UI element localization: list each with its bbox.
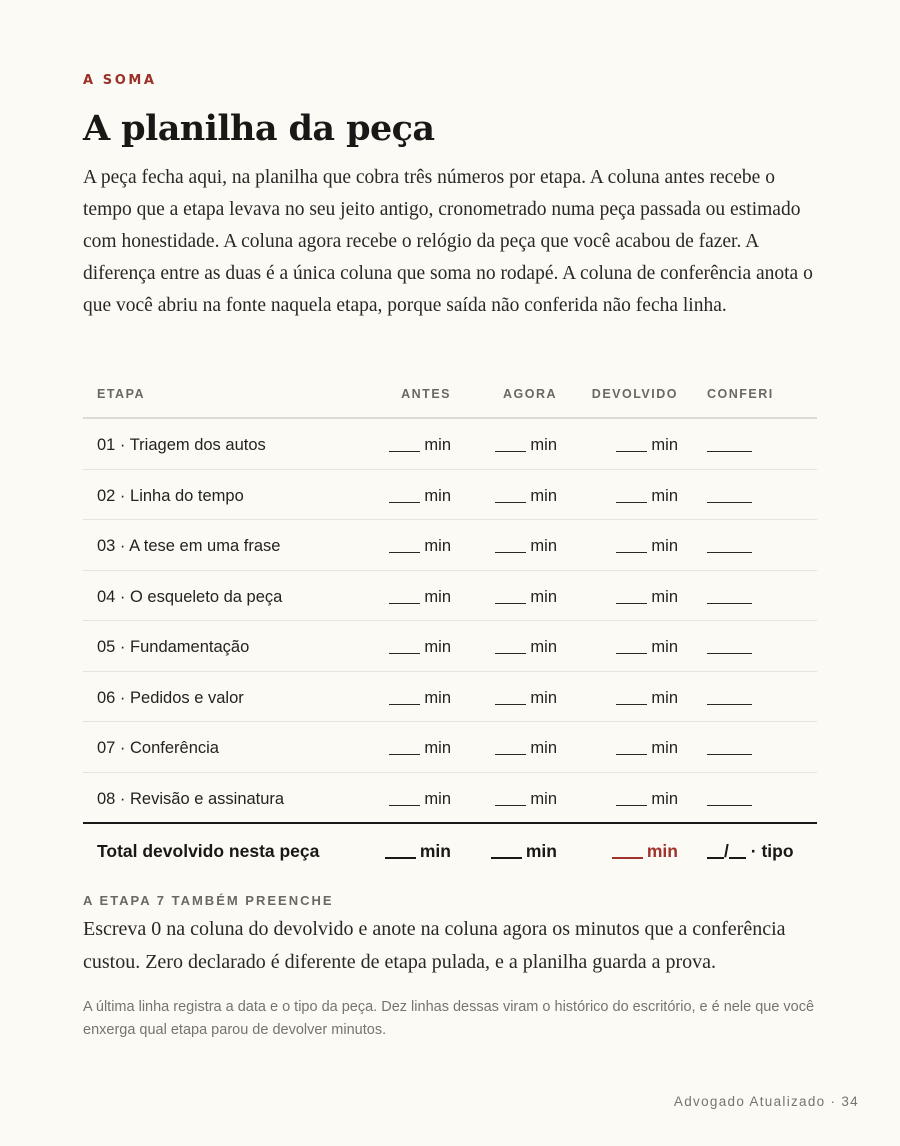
devolvido-field: [616, 487, 678, 506]
antes-field-unit: min: [424, 436, 451, 454]
step-label: 08 · Revisão e assinatura: [97, 789, 285, 808]
conferi-blank: [707, 652, 752, 654]
table-header: [83, 377, 817, 419]
antes-field-blank: [389, 602, 420, 604]
agora-field-unit: min: [530, 436, 557, 454]
agora-field-blank: [495, 652, 526, 654]
agora-field-blank: [495, 753, 526, 755]
devolvido-field-unit: min: [651, 587, 678, 606]
devolvido-field: [616, 436, 678, 455]
devolvido-field-blank: [616, 703, 647, 705]
page-title: A planilha da peça: [83, 108, 435, 149]
antes-field-blank: [389, 551, 420, 553]
agora-field-unit: min: [530, 537, 557, 555]
step-label: 04 · O esqueleto da peça: [97, 587, 283, 606]
devolvido-field-unit: min: [651, 739, 678, 757]
antes-field: [389, 790, 451, 809]
agora-field-unit: min: [530, 638, 557, 656]
table-row: [83, 520, 817, 571]
total-row: [83, 822, 817, 878]
antes-field-unit: min: [424, 638, 451, 656]
conferi-blank: [707, 753, 752, 755]
total-agora-blank: [491, 856, 522, 859]
agora-field: [495, 588, 557, 607]
col-header-agora: AGORA: [502, 387, 557, 401]
col-header-devolvido: DEVOLVIDO: [591, 387, 678, 401]
agora-field: [495, 689, 557, 708]
conferi-blank: [707, 703, 752, 705]
antes-field-unit: min: [424, 587, 451, 606]
total-agora-unit: min: [525, 841, 557, 861]
antes-field: [389, 739, 451, 758]
antes-field-unit: min: [424, 688, 451, 707]
devolvido-field-unit: min: [651, 436, 678, 454]
agora-field: [495, 790, 557, 809]
total-antes-unit: min: [419, 841, 451, 861]
conferi-field: [707, 436, 752, 455]
total-type-label: · tipo: [750, 841, 794, 861]
total-agora: [491, 841, 557, 862]
devolvido-field-blank: [616, 753, 647, 755]
conferi-blank: [707, 450, 752, 452]
conferi-blank: [707, 804, 752, 806]
agora-field-blank: [495, 501, 526, 503]
table-row: [83, 470, 817, 521]
step7-kicker: A ETAPA 7 TAMBÉM PREENCHE: [83, 893, 334, 908]
conferi-blank: [707, 602, 752, 604]
agora-field-blank: [495, 450, 526, 452]
devolvido-field-blank: [616, 450, 647, 452]
agora-field-blank: [495, 703, 526, 705]
agora-field: [495, 638, 557, 657]
conferi-field: [707, 638, 752, 657]
agora-field-unit: min: [530, 688, 557, 707]
antes-field-blank: [389, 804, 420, 806]
devolvido-field-blank: [616, 652, 647, 654]
table-row: [83, 419, 817, 470]
devolvido-field: [616, 638, 678, 657]
devolvido-field: [616, 739, 678, 758]
step7-body: Escreva 0 na coluna do devolvido e anote na coluna agora os minutos que a conferência custou. Zero declarado é diferente de etapa pulada, e a planilha guarda a prova.: [83, 918, 786, 973]
devolvido-field-unit: min: [651, 789, 678, 808]
agora-field: [495, 537, 557, 556]
antes-field-blank: [389, 652, 420, 654]
antes-field: [389, 588, 451, 607]
devolvido-field-blank: [616, 804, 647, 806]
total-label: Total devolvido nesta peça: [97, 841, 320, 861]
total-devolvido-blank: [612, 856, 643, 859]
step-label: 06 · Pedidos e valor: [97, 688, 244, 707]
total-devolvido: [612, 841, 678, 862]
antes-field-blank: [389, 501, 420, 503]
conferi-field: [707, 739, 752, 758]
conferi-blank: [707, 501, 752, 503]
devolvido-field-unit: min: [651, 638, 678, 656]
total-date-type: / · tipo: [707, 841, 794, 862]
agora-field-blank: [495, 602, 526, 604]
agora-field-blank: [495, 551, 526, 553]
table-row: [83, 621, 817, 672]
agora-field-unit: min: [530, 789, 557, 808]
devolvido-field: [616, 537, 678, 556]
intro-paragraph: A peça fecha aqui, na planilha que cobra três números por etapa. A coluna antes recebe o tempo que a etapa levava no seu jeito antigo, cronometrado numa peça passada ou estimado com honestidade. A coluna agora recebe o relógio da peça que você acabou de fazer. A diferença entre as duas é a única coluna que soma no rodapé. A coluna de conferência anota o que você abriu na fonte naquela etapa, porque saída não conferida não fecha linha.: [83, 167, 813, 316]
devolvido-field-blank: [616, 501, 647, 503]
conferi-field: [707, 487, 752, 506]
antes-field: [389, 537, 451, 556]
col-header-etapa: ETAPA: [97, 387, 146, 401]
col-header-antes: ANTES: [401, 387, 451, 401]
conferi-field: [707, 537, 752, 556]
col-header-conferi: CONFERI: [707, 387, 774, 401]
devolvido-field-blank: [616, 602, 647, 604]
step-label: 02 · Linha do tempo: [97, 486, 244, 505]
conferi-field: [707, 790, 752, 809]
antes-field-blank: [389, 703, 420, 705]
time-worksheet-table: [83, 377, 817, 878]
step-label: 07 · Conferência: [97, 739, 219, 757]
antes-field-unit: min: [424, 537, 451, 555]
devolvido-field-unit: min: [651, 486, 678, 505]
devolvido-field-unit: min: [651, 537, 678, 555]
devolvido-field: [616, 588, 678, 607]
devolvido-field-unit: min: [651, 688, 678, 707]
antes-field-unit: min: [424, 789, 451, 808]
devolvido-field: [616, 790, 678, 809]
date-blank-1: [707, 856, 724, 859]
agora-field: [495, 436, 557, 455]
table-body: [83, 419, 817, 822]
total-devolvido-unit: min: [646, 841, 678, 861]
table-row: [83, 571, 817, 622]
table-row: [83, 722, 817, 773]
antes-field: [389, 436, 451, 455]
devolvido-field-blank: [616, 551, 647, 553]
section-kicker: A SOMA: [83, 73, 157, 88]
antes-field-blank: [389, 753, 420, 755]
antes-field: [389, 689, 451, 708]
devolvido-field: [616, 689, 678, 708]
total-antes-blank: [385, 856, 416, 859]
antes-field: [389, 487, 451, 506]
conferi-blank: [707, 551, 752, 553]
agora-field-blank: [495, 804, 526, 806]
antes-field: [389, 638, 451, 657]
total-antes: [385, 841, 451, 862]
agora-field-unit: min: [530, 739, 557, 757]
page-footer: Advogado Atualizado · 34: [673, 1094, 859, 1109]
step-label: 05 · Fundamentação: [97, 638, 250, 656]
step-label: 01 · Triagem dos autos: [97, 436, 266, 454]
table-row: [83, 672, 817, 723]
agora-field: [495, 487, 557, 506]
date-blank-2: [729, 856, 746, 859]
agora-field-unit: min: [530, 486, 557, 505]
footnote: A última linha registra a data e o tipo da peça. Dez linhas dessas viram o histórico do escritório, e é nele que você enxerga qual etapa parou de devolver minutos.: [83, 999, 815, 1038]
antes-field-unit: min: [424, 739, 451, 757]
conferi-field: [707, 689, 752, 708]
table-row: [83, 773, 817, 823]
step-label: 03 · A tese em uma frase: [97, 537, 281, 555]
antes-field-blank: [389, 450, 420, 452]
agora-field: [495, 739, 557, 758]
conferi-field: [707, 588, 752, 607]
agora-field-unit: min: [530, 587, 557, 606]
antes-field-unit: min: [424, 486, 451, 505]
